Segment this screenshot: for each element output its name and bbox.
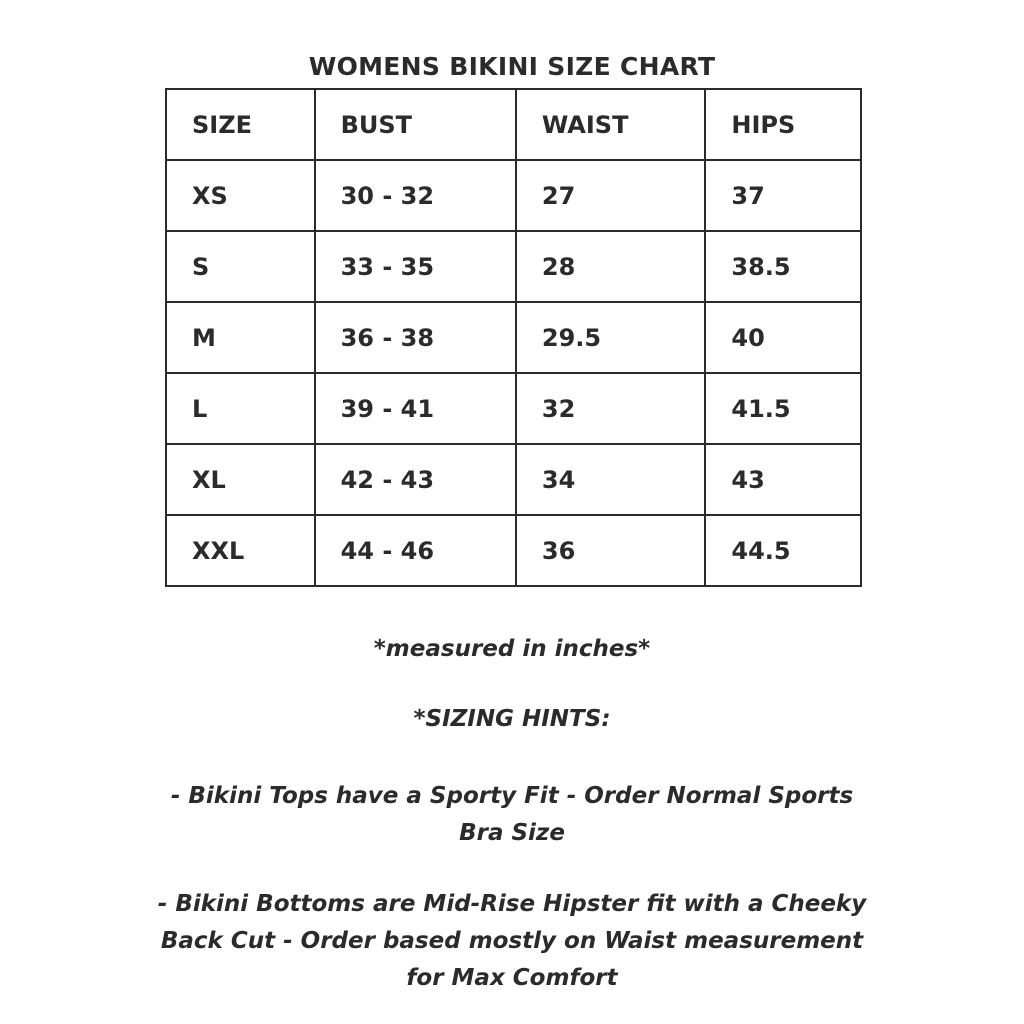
size-table: [165, 88, 862, 587]
hint-tops: - Bikini Tops have a Sporty Fit - Order Normal Sports Bra Size: [170, 783, 854, 846]
header-bust: BUST: [315, 89, 516, 160]
sizing-hints-heading: *SIZING HINTS:: [413, 706, 611, 732]
cell-waist: 28: [516, 231, 706, 302]
header-size: SIZE: [166, 89, 315, 160]
cell-bust: 39 - 41: [315, 373, 516, 444]
cell-bust: 36 - 38: [315, 302, 516, 373]
cell-waist: 32: [516, 373, 706, 444]
cell-hips: 43: [705, 444, 861, 515]
table-row: [166, 231, 861, 302]
table-row: [166, 515, 861, 586]
cell-size: M: [166, 302, 315, 373]
table-row: [166, 160, 861, 231]
cell-size: XXL: [166, 515, 315, 586]
cell-size: XS: [166, 160, 315, 231]
cell-hips: 41.5: [705, 373, 861, 444]
cell-bust: 33 - 35: [315, 231, 516, 302]
cell-waist: 36: [516, 515, 706, 586]
cell-hips: 44.5: [705, 515, 861, 586]
cell-waist: 27: [516, 160, 706, 231]
unit-note: *measured in inches*: [373, 636, 651, 662]
table-row: [166, 302, 861, 373]
cell-size: XL: [166, 444, 315, 515]
cell-bust: 30 - 32: [315, 160, 516, 231]
cell-waist: 34: [516, 444, 706, 515]
cell-size: L: [166, 373, 315, 444]
cell-hips: 38.5: [705, 231, 861, 302]
header-waist: WAIST: [516, 89, 706, 160]
cell-size: S: [166, 231, 315, 302]
cell-bust: 44 - 46: [315, 515, 516, 586]
header-row: [166, 89, 861, 160]
cell-hips: 40: [705, 302, 861, 373]
header-hips: HIPS: [705, 89, 861, 160]
chart-title: WOMENS BIKINI SIZE CHART: [308, 52, 716, 81]
hint-bottoms: - Bikini Bottoms are Mid-Rise Hipster fit with a Cheeky Back Cut - Order based mostly on Waist measurement for Max Comfort: [157, 891, 867, 991]
cell-hips: 37: [705, 160, 861, 231]
cell-waist: 29.5: [516, 302, 706, 373]
table-row: [166, 444, 861, 515]
table-row: [166, 373, 861, 444]
cell-bust: 42 - 43: [315, 444, 516, 515]
